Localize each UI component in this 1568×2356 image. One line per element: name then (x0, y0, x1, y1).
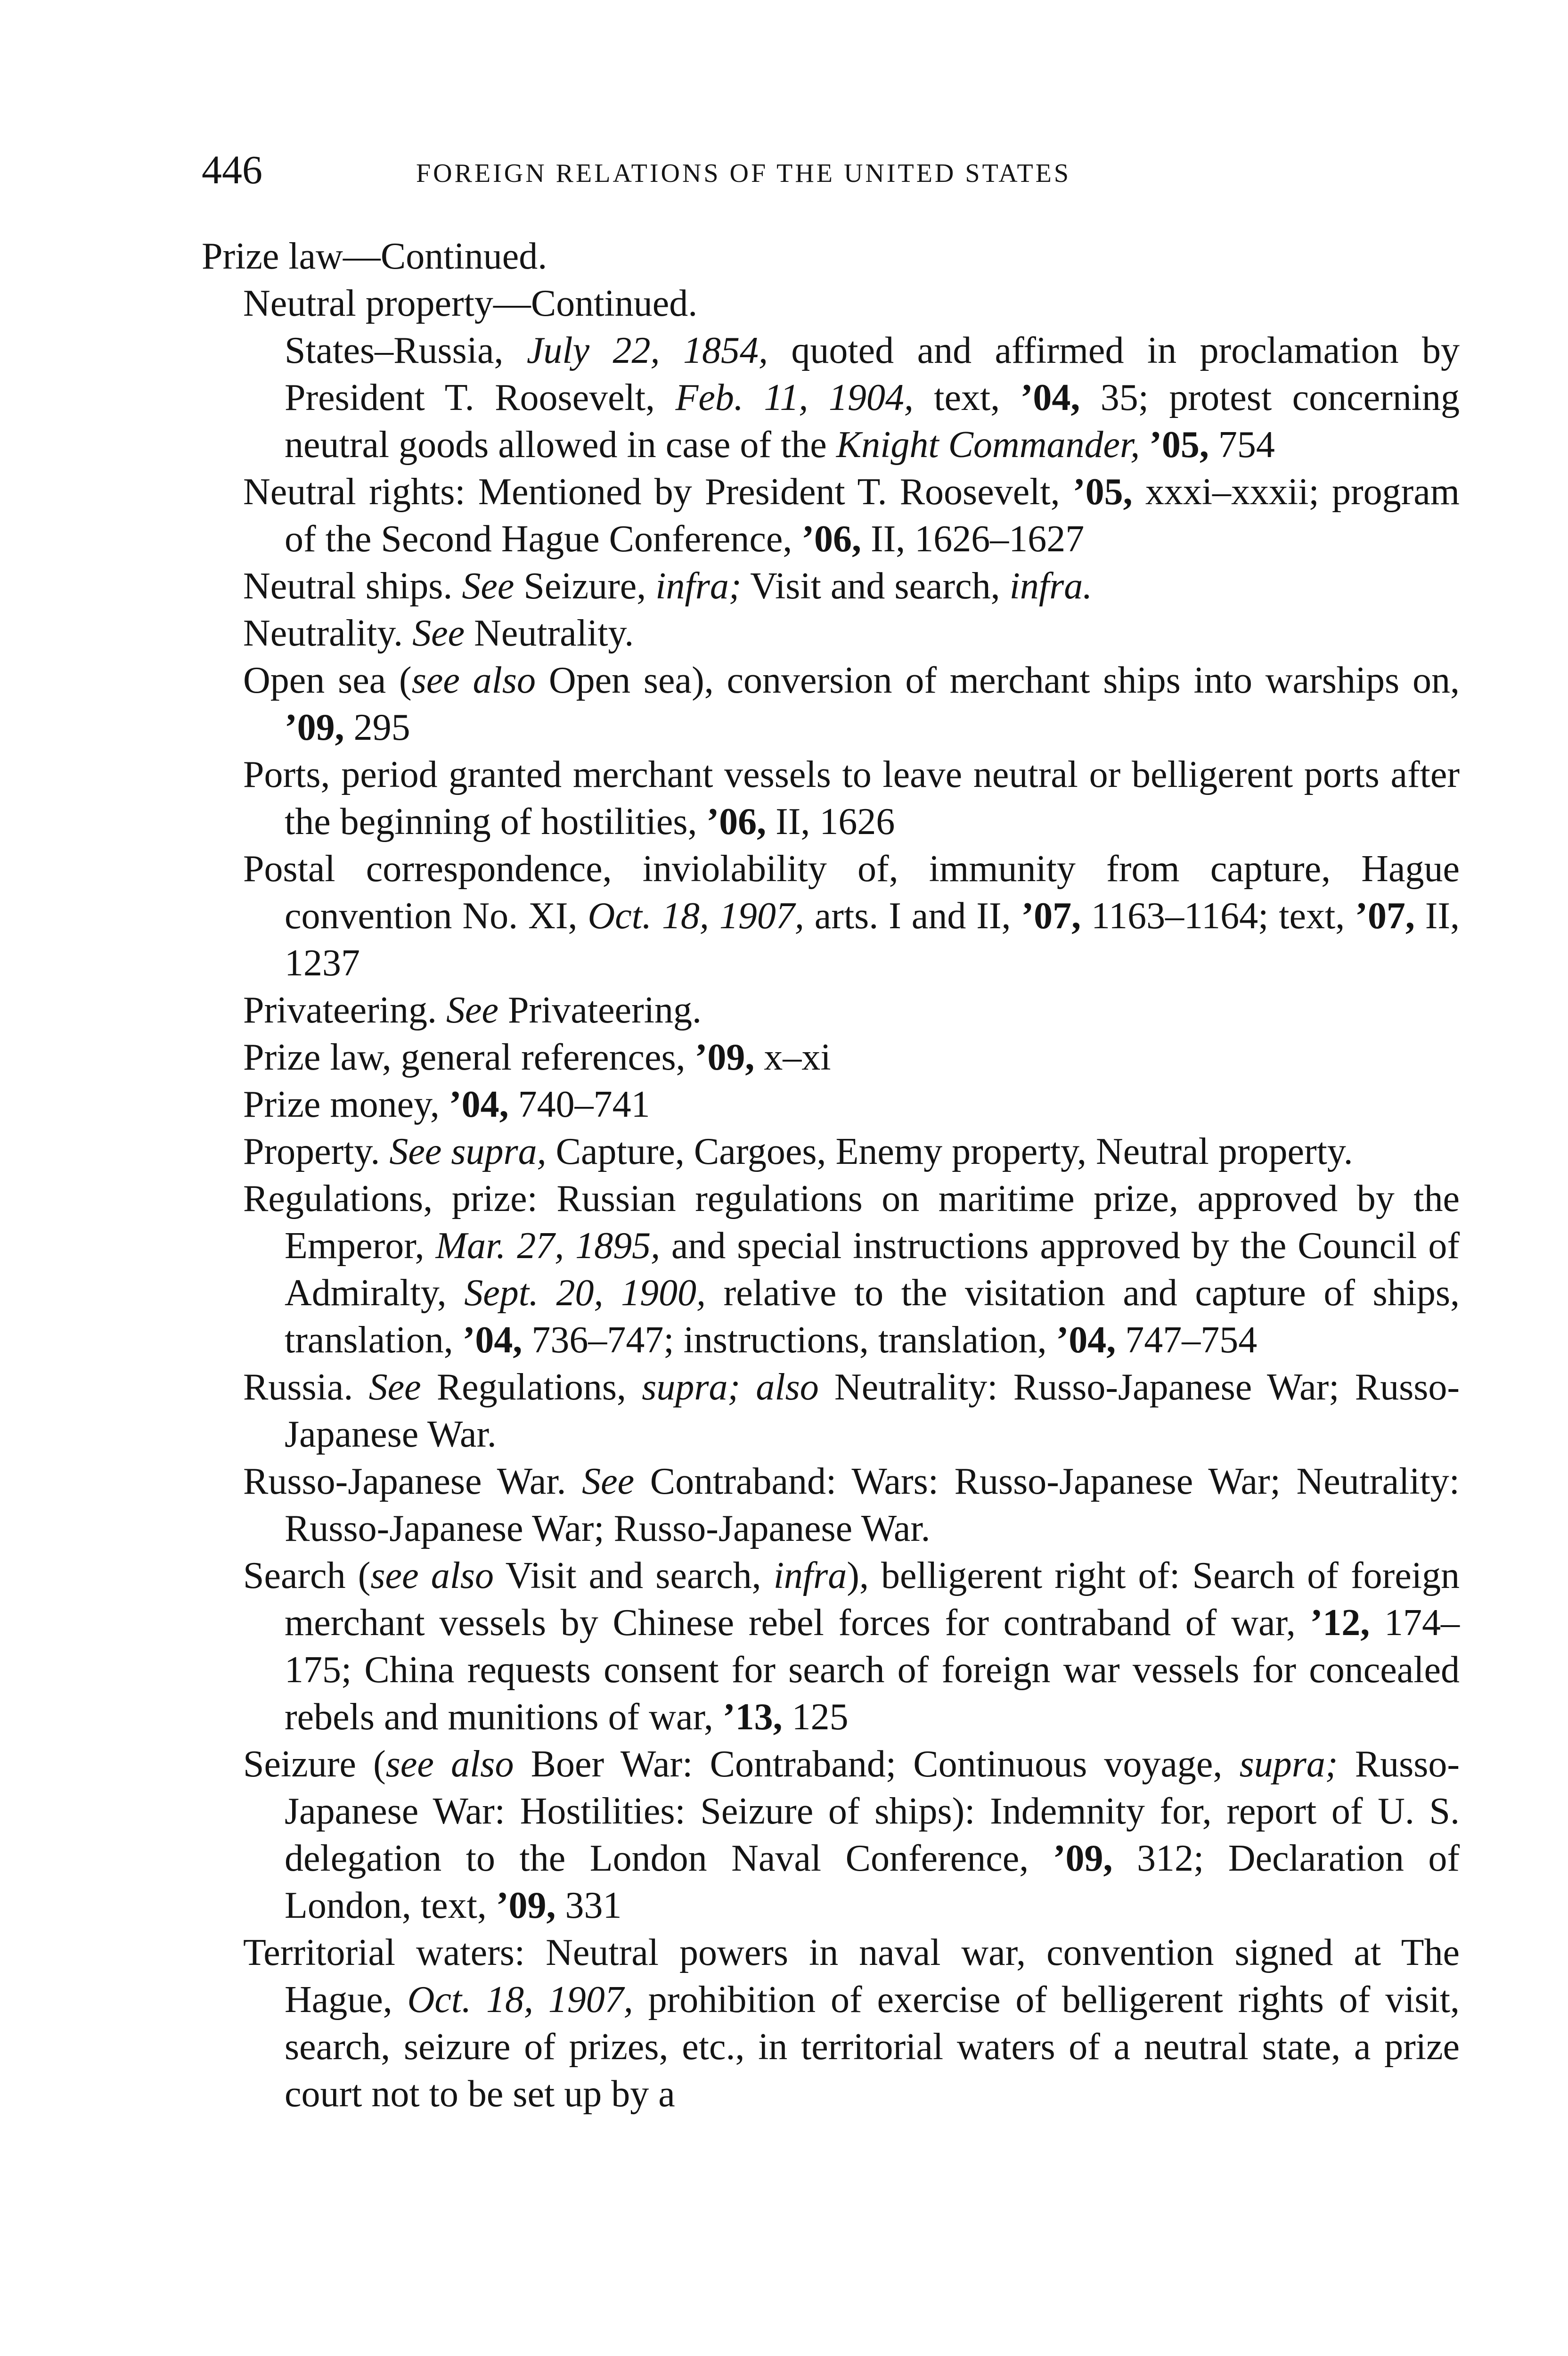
index-entry-neutral-rights: Neutral rights: Mentioned by President T. Roosevelt, ’05, xxxi–xxxii; program of the Second Hague Conference, ’06, II, 1626–1627 (243, 471, 1460, 560)
index-content (202, 233, 1460, 2118)
index-entry-prize-money: Prize money, ’04, 740–741 (243, 1084, 650, 1125)
running-title: FOREIGN RELATIONS OF THE UNITED STATES (416, 159, 1071, 188)
index-heading: Prize law—Continued. (202, 236, 547, 277)
index-entry-search: Search (see also Visit and search, infra), belligerent right of: Search of foreign merchant vessels by Chinese rebel forces for contraband of war, ’12, 174–175; China requests consent for search of foreign war vessels for concealed rebels and munitions of war, ’13, 125 (243, 1555, 1460, 1738)
index-entry-property: Property. See supra, Capture, Cargoes, Enemy property, Neutral property. (243, 1131, 1353, 1172)
index-entry-open-sea: Open sea (see also Open sea), conversion of merchant ships into warships on, ’09, 295 (243, 660, 1460, 748)
index-entry-neutrality: Neutrality. See Neutrality. (243, 613, 634, 654)
index-subheading: Neutral property—Continued. (243, 283, 698, 324)
index-entry-neutral-ships: Neutral ships. See Seizure, infra; Visit and search, infra. (243, 565, 1093, 607)
index-entry-neutral-property-cont: States–Russia, July 22, 1854, quoted and affirmed in proclamation by President T. Roosevelt, Feb. 11, 1904, text, ’04, 35; protest concerning neutral goods allowed in case of the Knight Commander, ’05, 754 (285, 330, 1460, 466)
index-entry-postal: Postal correspondence, inviolability of, immunity from capture, Hague convention No. XI, Oct. 18, 1907, arts. I and II, ’07, 1163–1164; text, ’07, II, 1237 (243, 848, 1460, 984)
index-entry-regulations: Regulations, prize: Russian regulations on maritime prize, approved by the Emperor, Mar. 27, 1895, and special instructions approved by the Council of Admiralty, Sept. 20, 1900, relative to the visitation and capture of ships, translation, ’04, 736–747; instructions, translation, ’04, 747–754 (243, 1178, 1460, 1361)
index-entry-prize-law-general: Prize law, general references, ’09, x–xi (243, 1037, 831, 1078)
page-number: 446 (202, 147, 262, 192)
index-entry-seizure: Seizure (see also Boer War: Contraband; Continuous voyage, supra; Russo-Japanese War: Hostilities: Seizure of ships): Indemnity for, report of U. S. delegation to the London Naval Conference, ’09, 312; Declaration of London, text, ’09, 331 (243, 1743, 1460, 1926)
index-entry-russo-japanese-war: Russo-Japanese War. See Contraband: Wars: Russo-Japanese War; Neutrality: Russo-Japanese War; Russo-Japanese War. (243, 1461, 1460, 1549)
running-header (202, 141, 1474, 198)
index-entry-russia: Russia. See Regulations, supra; also Neutrality: Russo-Japanese War; Russo-Japanese War. (243, 1366, 1460, 1455)
index-entry-privateering: Privateering. See Privateering. (243, 990, 702, 1031)
index-entry-ports: Ports, period granted merchant vessels to leave neutral or belligerent ports after the beginning of hostilities, ’06, II, 1626 (243, 754, 1460, 843)
index-entry-territorial-waters: Territorial waters: Neutral powers in naval war, convention signed at The Hague, Oct. 18, 1907, prohibition of exercise of belligerent rights of visit, search, seizure of prizes, etc., in territorial waters of a neutral state, a prize court not to be set up by a (243, 1932, 1460, 2115)
